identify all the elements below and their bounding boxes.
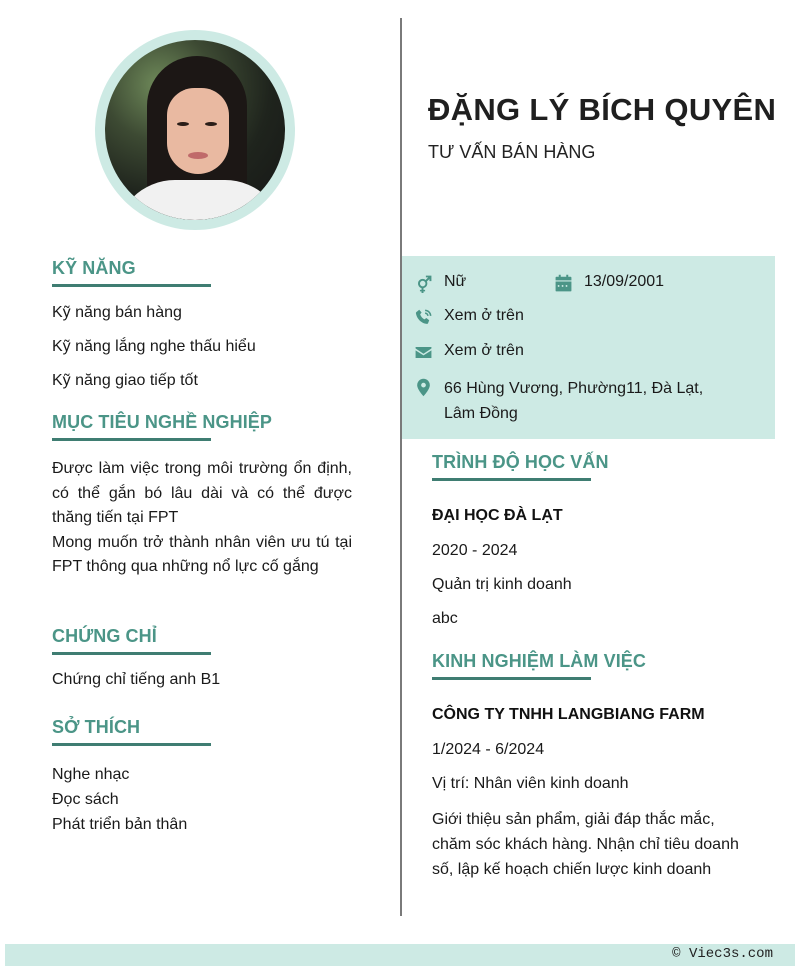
- section-underline: [432, 478, 591, 481]
- envelope-icon: [413, 342, 433, 362]
- email-value: Xem ở trên: [444, 342, 524, 359]
- candidate-name: ĐẶNG LÝ BÍCH QUYÊN: [428, 92, 777, 127]
- birthday-value: 13/09/2001: [584, 273, 665, 290]
- section-title: TRÌNH ĐỘ HỌC VẤN: [432, 452, 609, 472]
- phone-icon: [413, 307, 433, 327]
- experience-description: Giới thiệu sản phẩm, giải đáp thắc mắc, chăm sóc khách hàng. Nhận chỉ tiêu doanh số, lập kế hoạch chiến lược kinh doanh: [432, 811, 739, 878]
- hobbies-section: [52, 717, 352, 837]
- contact-panel: [402, 256, 775, 439]
- phone-value: Xem ở trên: [444, 307, 524, 324]
- skill-item: Kỹ năng lắng nghe thấu hiểu: [52, 338, 256, 355]
- gender-icon: [413, 273, 433, 293]
- map-pin-icon: [413, 377, 433, 397]
- section-underline: [52, 438, 211, 441]
- section-underline: [432, 677, 591, 680]
- gender-row: [413, 273, 466, 293]
- company-name: CÔNG TY TNHH LANGBIANG FARM: [432, 706, 705, 723]
- objective-paragraph: Mong muốn trở thành nhân viên ưu tú tại FPT thông qua những nổ lực cố gắng: [52, 533, 352, 575]
- gender-value: Nữ: [444, 273, 467, 290]
- section-underline: [52, 743, 211, 746]
- school-name: ĐẠI HỌC ĐÀ LẠT: [432, 507, 563, 524]
- experience-position: Vị trí: Nhân viên kinh doanh: [432, 775, 629, 792]
- birthday-row: [553, 273, 664, 293]
- education-section: [432, 452, 762, 628]
- avatar: [105, 40, 285, 220]
- education-major: Quản trị kinh doanh: [432, 576, 572, 593]
- education-note: abc: [432, 610, 458, 627]
- experience-period: 1/2024 - 6/2024: [432, 741, 545, 758]
- candidate-title: TƯ VẤN BÁN HÀNG: [428, 142, 596, 162]
- avatar-frame: [95, 30, 295, 230]
- skills-section: [52, 258, 352, 390]
- hobby-item: Đọc sách: [52, 791, 119, 808]
- skill-item: Kỹ năng bán hàng: [52, 304, 182, 321]
- section-title: KINH NGHIỆM LÀM VIỆC: [432, 651, 647, 671]
- section-title: MỤC TIÊU NGHỀ NGHIỆP: [52, 412, 273, 432]
- certificates-section: [52, 626, 352, 689]
- education-period: 2020 - 2024: [432, 542, 518, 559]
- email-row: [413, 342, 524, 362]
- section-underline: [52, 284, 211, 287]
- column-divider: [400, 18, 402, 916]
- experience-section: [432, 651, 762, 882]
- calendar-icon: [553, 273, 573, 293]
- section-title: CHỨNG CHỈ: [52, 626, 157, 646]
- section-underline: [52, 652, 211, 655]
- section-title: KỸ NĂNG: [52, 258, 136, 278]
- hobby-item: Nghe nhạc: [52, 766, 130, 783]
- address-value: 66 Hùng Vương, Phường11, Đà Lạt, Lâm Đồng: [444, 380, 704, 422]
- address-row: [413, 376, 703, 426]
- phone-row: [413, 307, 524, 327]
- objective-section: [52, 412, 352, 580]
- copyright-text: © Viec3s.com: [672, 946, 773, 962]
- objective-paragraph: Được làm việc trong môi trường ổn định, có thể gắn bó lâu dài và có thể được thăng tiến tại FPT: [52, 460, 352, 526]
- section-title: SỞ THÍCH: [52, 717, 141, 737]
- skill-item: Kỹ năng giao tiếp tốt: [52, 372, 198, 389]
- footer-bar: [5, 944, 795, 966]
- certificate-item: Chứng chỉ tiếng anh B1: [52, 671, 221, 688]
- hobby-item: Phát triển bản thân: [52, 816, 188, 833]
